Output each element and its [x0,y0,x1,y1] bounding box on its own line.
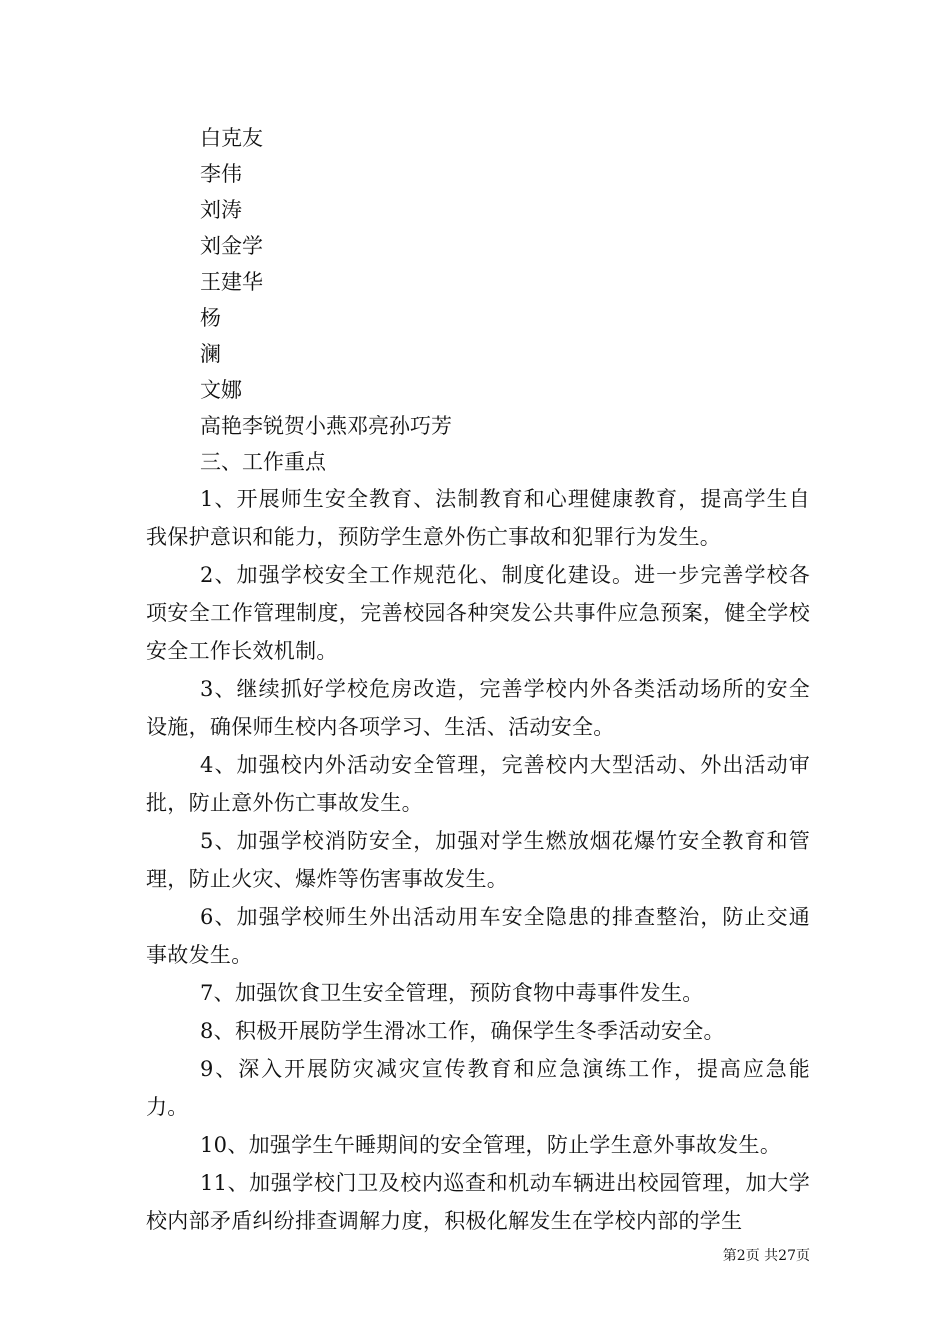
name-item: 白克友 [200,126,263,150]
name-item: 王建华 [200,270,263,294]
footer-middle: 页 共 [745,1248,779,1264]
paragraph: 5、加强学校消防安全，加强对学生燃放烟花爆竹安全教育和管理，防止火灾、爆炸等伤害事故发生。 [146,829,810,891]
paragraph: 3、继续抓好学校危房改造，完善学校内外各类活动场所的安全设施，确保师生校内各项学习、生活、活动安全。 [146,677,810,739]
paragraph: 10、加强学生午睡期间的安全管理，防止学生意外事故发生。 [200,1133,782,1157]
name-item: 刘金学 [200,234,263,258]
name-item: 高艳李锐贺小燕邓亮孙巧芳 [200,414,452,438]
paragraph: 2、加强学校安全工作规范化、制度化建设。进一步完善学校各项安全工作管理制度，完善校园各种突发公共事件应急预案，健全学校安全工作长效机制。 [146,563,810,663]
section-heading: 三、工作重点 [200,450,326,474]
paragraph: 1、开展师生安全教育、法制教育和心理健康教育，提高学生自我保护意识和能力，预防学生意外伤亡事故和犯罪行为发生。 [146,487,810,549]
name-item: 澜 [200,342,221,366]
current-page-number: 2 [736,1248,746,1264]
name-list [200,120,820,444]
document-body [146,444,810,1240]
paragraph: 7、加强饮食卫生安全管理，预防食物中毒事件发生。 [200,981,704,1005]
total-page-count: 27 [778,1248,796,1264]
paragraph: 8、积极开展防学生滑冰工作，确保学生冬季活动安全。 [200,1019,725,1043]
footer-prefix: 第 [722,1248,737,1264]
name-item: 文娜 [200,378,242,402]
page-footer [560,1246,810,1266]
name-item: 李伟 [200,162,242,186]
paragraph: 6、加强学校师生外出活动用车安全隐患的排查整治，防止交通事故发生。 [146,905,810,967]
name-item: 刘涛 [200,198,242,222]
paragraph: 11、加强学校门卫及校内巡查和机动车辆进出校园管理，加大学校内部矛盾纠纷排查调解力度，积极化解发生在学校内部的学生 [146,1171,810,1233]
footer-suffix: 页 [796,1248,810,1264]
paragraph: 9、深入开展防灾减灾宣传教育和应急演练工作，提高应急能力。 [146,1057,810,1119]
name-item: 杨 [200,306,221,330]
paragraph: 4、加强校内外活动安全管理，完善校内大型活动、外出活动审批，防止意外伤亡事故发生。 [146,753,810,815]
